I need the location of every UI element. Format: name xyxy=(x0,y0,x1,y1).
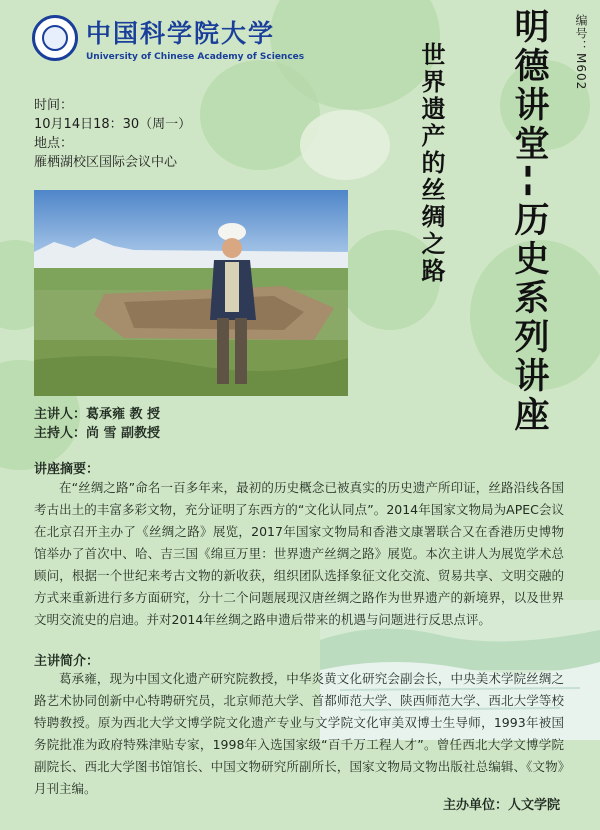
host-name: 主持人：尚 雪 副教授 xyxy=(34,426,161,441)
abstract-text: 在“丝绸之路”命名一百多年来，最初的历史概念已被真实的历史遗产所印证，丝路沿线各国考古出土的丰富多彩文物，充分证明了东西方的“文化认同点”。2014年国家文物局为APEC会议在北京召开主办了《丝绸之路》展览，2017年国家文物局和香港文康署联合又在香港历史博物馆举办了首次中、哈、吉三国《绵亘万里：世界遗产丝绸之路》展览。本次主讲人为展览学术总顾问，根据一个世纪来考古文物的新收获，组织团队选择象征文化交流、贸易共享、文明交融的方式来重新进行多方面研究，分十二个问题展现汉唐丝绸之路作为世界遗产的新境界，以及世界文明交流史的启迪。并对2014年丝绸之路申遗后带来的机遇与问题进行反思点评。 xyxy=(34,480,564,627)
university-seal-icon xyxy=(32,15,78,61)
logo-english-name: University of Chinese Academy of Sciences xyxy=(86,52,305,62)
university-logo xyxy=(32,14,304,62)
speakers-block xyxy=(34,405,160,443)
organizer: 主办单位：人文学院 xyxy=(442,798,560,813)
logo-chinese-name: 中国科学院大学 xyxy=(86,19,276,48)
abstract-label: 讲座摘要： xyxy=(34,462,100,477)
bio-label: 主讲简介： xyxy=(34,654,100,669)
bg-blob xyxy=(300,110,390,180)
lecture-subtitle: 世界遗产的丝绸之路 xyxy=(417,42,445,285)
serial-number: 编号：M602 xyxy=(574,14,588,91)
event-info xyxy=(34,96,191,172)
place-value: 雁栖湖校区国际会议中心 xyxy=(34,155,178,170)
time-value: 10月14日18：30（周一） xyxy=(34,117,192,132)
speaker-name: 主讲人：葛承雍 教 授 xyxy=(34,407,161,422)
place-label: 地点： xyxy=(34,136,74,151)
time-label: 时间： xyxy=(34,98,74,113)
speaker-photo xyxy=(34,190,348,396)
main-title: 明德讲堂--历史系列讲座 xyxy=(509,8,549,436)
bio-text: 葛承雍，现为中国文化遗产研究院教授，中华炎黄文化研究会副会长，中央美术学院丝绸之路艺术协同创新中心特聘研究员，北京师范大学、首都师范大学、陕西师范大学、西北大学等校特聘教授。原为西北大学文博学院文化遗产专业与文学院文化审美双博士生导师，1993年被国务院批准为政府特殊津贴专家，1998年入选国家级“百千万工程人才”。曾任西北大学文博学院副院长、西北大学图书馆馆长、中国文物研究所副所长，国家文物局文物出版社总编辑、《文物》月刊主编。 xyxy=(34,671,564,796)
